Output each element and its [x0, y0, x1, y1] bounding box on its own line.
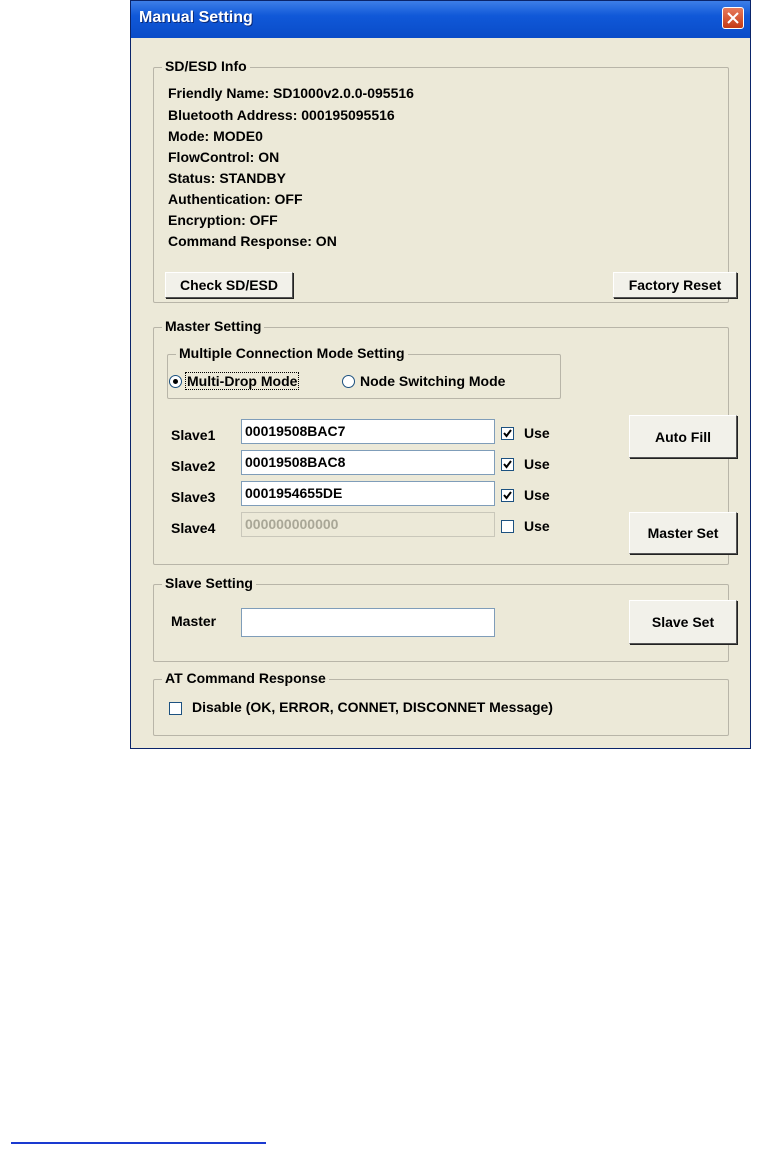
- slave4-label: Slave4: [171, 520, 216, 536]
- disable-messages-label[interactable]: Disable (OK, ERROR, CONNET, DISCONNET Message): [192, 699, 553, 715]
- close-button[interactable]: [722, 7, 744, 29]
- slave3-use-checkbox[interactable]: [501, 489, 514, 502]
- sd-esd-info-legend: SD/ESD Info: [162, 58, 250, 74]
- node-switching-mode-label[interactable]: Node Switching Mode: [360, 373, 506, 389]
- disable-messages-checkbox[interactable]: [169, 702, 182, 715]
- slave4-use-checkbox[interactable]: [501, 520, 514, 533]
- slave1-use-checkbox[interactable]: [501, 427, 514, 440]
- encryption-text: Encryption: OFF: [168, 212, 278, 228]
- auto-fill-button[interactable]: Auto Fill: [629, 415, 737, 458]
- slave1-address-input[interactable]: 00019508BAC7: [241, 419, 495, 444]
- status-text: Status: STANDBY: [168, 170, 286, 186]
- radio-selected-dot: [173, 379, 178, 384]
- mode-text: Mode: MODE0: [168, 128, 263, 144]
- authentication-text: Authentication: OFF: [168, 191, 303, 207]
- window-title: Manual Setting: [139, 9, 253, 26]
- checkmark-icon: [503, 491, 512, 500]
- slave2-use-label[interactable]: Use: [524, 456, 550, 472]
- multi-drop-mode-radio[interactable]: [169, 375, 182, 388]
- bluetooth-address-text: Bluetooth Address: 000195095516: [168, 107, 395, 123]
- slave3-label: Slave3: [171, 489, 216, 505]
- title-bar[interactable]: [131, 1, 750, 38]
- checkmark-icon: [503, 460, 512, 469]
- node-switching-mode-radio[interactable]: [342, 375, 355, 388]
- close-icon: [727, 12, 739, 24]
- factory-reset-button[interactable]: Factory Reset: [613, 272, 737, 298]
- slave2-address-input[interactable]: 00019508BAC8: [241, 450, 495, 475]
- slave2-use-checkbox[interactable]: [501, 458, 514, 471]
- checkmark-icon: [503, 429, 512, 438]
- master-set-button[interactable]: Master Set: [629, 512, 737, 554]
- slave2-label: Slave2: [171, 458, 216, 474]
- slave1-label: Slave1: [171, 427, 216, 443]
- slave1-use-label[interactable]: Use: [524, 425, 550, 441]
- manual-setting-dialog: [130, 0, 751, 749]
- connection-mode-legend: Multiple Connection Mode Setting: [176, 345, 408, 361]
- slave4-use-label[interactable]: Use: [524, 518, 550, 534]
- slave-setting-legend: Slave Setting: [162, 575, 256, 591]
- command-response-text: Command Response: ON: [168, 233, 337, 249]
- slave-set-button[interactable]: Slave Set: [629, 600, 737, 644]
- slave3-address-input[interactable]: 0001954655DE: [241, 481, 495, 506]
- multi-drop-mode-label[interactable]: Multi-Drop Mode: [187, 373, 298, 389]
- master-setting-legend: Master Setting: [162, 318, 264, 334]
- flow-control-text: FlowControl: ON: [168, 149, 280, 165]
- master-label: Master: [171, 613, 217, 629]
- master-address-input[interactable]: [241, 608, 495, 637]
- slave3-use-label[interactable]: Use: [524, 487, 550, 503]
- friendly-name-text: Friendly Name: SD1000v2.0.0-095516: [168, 85, 414, 101]
- check-sd-esd-button[interactable]: Check SD/ESD: [165, 272, 293, 298]
- slave4-address-input: 000000000000: [241, 512, 495, 537]
- at-command-response-legend: AT Command Response: [162, 670, 329, 686]
- divider-line: [11, 1142, 266, 1144]
